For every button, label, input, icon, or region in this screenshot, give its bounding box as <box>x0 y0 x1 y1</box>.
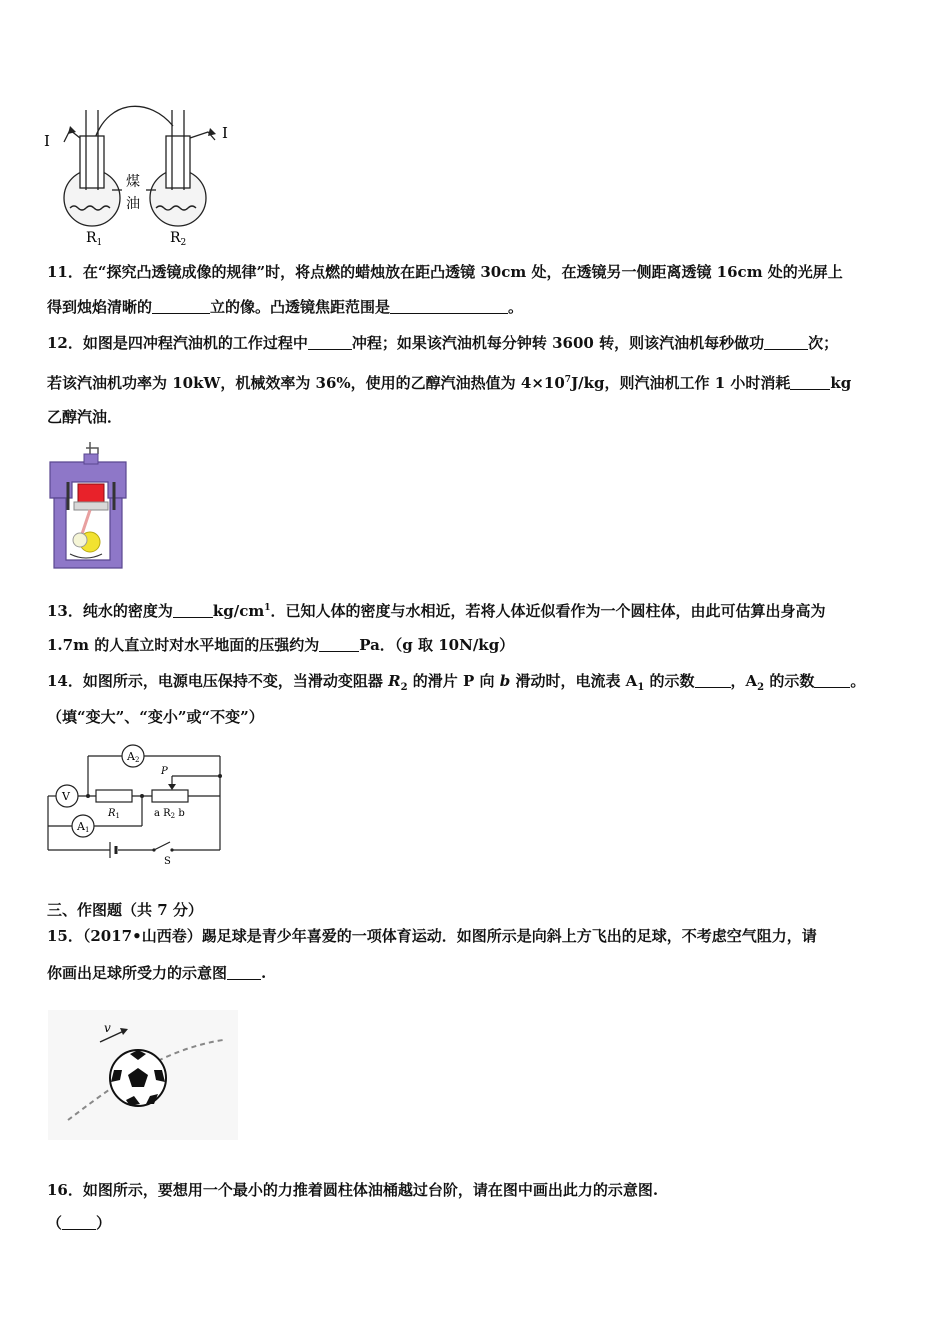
q12-text-1c: 次； <box>808 334 839 352</box>
q16-line1 <box>47 1180 658 1200</box>
q14-r-symbol: R <box>388 672 401 690</box>
q12-text-3: 乙醇汽油． <box>47 408 123 426</box>
a1-label: A <box>77 820 85 833</box>
q12-text-2a: 若该汽油机功率为 10kW，机械效率为 36%，使用的乙醇汽油热值为 4×10 <box>47 374 565 392</box>
q15-number: 15． <box>47 927 83 945</box>
q11-text-2c: 。 <box>508 298 524 316</box>
q14-text-1g: 。 <box>850 672 866 690</box>
svg-text:A1 <box>76 820 89 834</box>
q11-line1 <box>47 262 843 282</box>
svg-text:A2 <box>126 750 139 764</box>
q11-number: 11． <box>47 263 83 281</box>
r2-b-label: b <box>175 808 185 819</box>
q15-text-2b: . <box>261 964 267 982</box>
current-label-left: I <box>44 132 50 150</box>
q13-exponent: 1 <box>264 603 271 613</box>
q14-line2 <box>47 707 264 727</box>
section-3-title-text: 三、作图题（共 7 分） <box>47 901 203 919</box>
q14-blank-2[interactable] <box>814 672 850 688</box>
q11-blank-2[interactable] <box>390 298 508 314</box>
r1-label: R <box>86 230 97 246</box>
q12-blank-1[interactable] <box>308 334 352 350</box>
q16-text-2b: ） <box>96 1214 112 1232</box>
q14-text-1a: 如图所示，电源电压保持不变，当滑动变阻器 <box>82 672 389 690</box>
oil-label-1: 煤 <box>126 174 140 190</box>
q14-text-2: （填“变大”、“变小”或“不变”） <box>47 708 264 726</box>
q13-line1 <box>47 598 826 621</box>
q16-text-1: 如图所示，要想用一个最小的力推着圆柱体油桶越过台阶，请在图中画出此力的示意图. <box>82 1181 659 1199</box>
r2-sub: 2 <box>180 238 187 248</box>
heater-apparatus-figure <box>40 98 240 248</box>
q11-text-1: 在“探究凸透镜成像的规律”时，将点燃的蜡烛放在距凸透镜 30cm 处，在透镜另一侧距离透镜 16cm 处的光屏上 <box>82 263 843 281</box>
q13-text-1c: ．已知人体的密度与水相近，若将人体近似看作为一个圆柱体，由此可估算出身高为 <box>270 602 826 620</box>
circuit-figure <box>44 740 230 864</box>
q11-text-2a: 得到烛焰清晰的 <box>47 298 153 316</box>
q13-number: 13． <box>47 602 83 620</box>
q14-r-sub: 2 <box>400 682 408 693</box>
q14-blank-1[interactable] <box>695 672 731 688</box>
current-label-right: I <box>222 124 228 142</box>
q13-blank-1[interactable] <box>173 602 213 618</box>
q11-blank-1[interactable] <box>152 298 210 314</box>
a2-label: A <box>127 750 135 763</box>
q16-text-2a: （ <box>47 1214 63 1232</box>
q16-line2 <box>47 1213 111 1233</box>
q12-line1 <box>47 333 838 353</box>
r1-symbol-sub: 1 <box>115 812 120 820</box>
q12-blank-2[interactable] <box>764 334 808 350</box>
q12-text-2c: kg <box>830 374 852 392</box>
r2-symbol: a R <box>154 808 171 819</box>
svg-text:a R2 b <box>154 808 185 820</box>
q15-line2 <box>47 963 266 983</box>
r2-symbol-sub: 2 <box>170 812 176 820</box>
q14-text-1b: 的滑片 P 向 <box>407 672 500 690</box>
switch-label: S <box>164 856 171 864</box>
q13-text-2a: 1.7m 的人直立时对水平地面的压强约为 <box>47 636 320 654</box>
slider-p-label: P <box>161 766 168 777</box>
q13-text-2b: Pa．（g 取 10N/kg） <box>359 636 515 654</box>
r1-sub: 1 <box>96 238 103 248</box>
q13-blank-2[interactable] <box>319 636 359 652</box>
q12-text-1a: 如图是四冲程汽油机的工作过程中 <box>82 334 308 352</box>
engine-figure <box>46 440 136 572</box>
q14-text-1e: ，A <box>730 672 758 690</box>
velocity-label: v <box>104 1021 111 1035</box>
q12-line3 <box>47 407 122 427</box>
q13-text-1b: kg/cm <box>212 602 265 620</box>
q16-blank[interactable] <box>62 1214 96 1230</box>
q13-line2 <box>47 635 514 655</box>
q11-text-2b: 立的像。凸透镜焦距范围是 <box>210 298 391 316</box>
r1-symbol: R <box>108 808 116 819</box>
q14-text-1d: 的示数 <box>644 672 695 690</box>
q12-line2 <box>47 370 851 393</box>
soccer-ball-figure <box>48 1010 238 1140</box>
q14-a2-sub: 2 <box>757 682 765 693</box>
q14-a1-sub: 1 <box>637 682 645 693</box>
q14-b-letter: b <box>499 672 511 690</box>
q12-blank-3[interactable] <box>790 374 830 390</box>
a2-sub: 2 <box>134 756 140 764</box>
q14-number: 14． <box>47 672 83 690</box>
section-3-title <box>47 900 203 920</box>
q15-line1 <box>47 926 817 946</box>
q15-text-1: （2017•山西卷）踢足球是青少年喜爱的一项体育运动．如图所示是向斜上方飞出的足球，不考虑空气阻力，请 <box>82 927 817 945</box>
voltmeter-label: V <box>62 790 70 803</box>
q14-text-1c: 滑动时，电流表 A <box>510 672 638 690</box>
q11-line2 <box>47 297 523 317</box>
q15-text-2a: 你画出足球所受力的示意图 <box>47 964 228 982</box>
q12-text-1b: 冲程；如果该汽油机每分钟转 3600 转，则该汽油机每秒做功 <box>351 334 765 352</box>
q14-text-1f: 的示数 <box>764 672 815 690</box>
q12-text-2b: J/kg，则汽油机工作 1 小时消耗 <box>571 374 791 392</box>
q15-blank[interactable] <box>227 964 261 980</box>
q13-text-1a: 纯水的密度为 <box>82 602 173 620</box>
q12-number: 12． <box>47 334 83 352</box>
q14-line1 <box>47 671 865 698</box>
oil-label-2: 油 <box>126 196 140 212</box>
r2-label: R <box>170 230 181 246</box>
q12-exponent: 7 <box>564 375 572 385</box>
a1-sub: 1 <box>84 826 90 834</box>
svg-text:R1 <box>107 808 120 820</box>
svg-text:R1 <box>86 230 102 248</box>
svg-text:R2 <box>170 230 186 248</box>
q16-number: 16． <box>47 1181 83 1199</box>
